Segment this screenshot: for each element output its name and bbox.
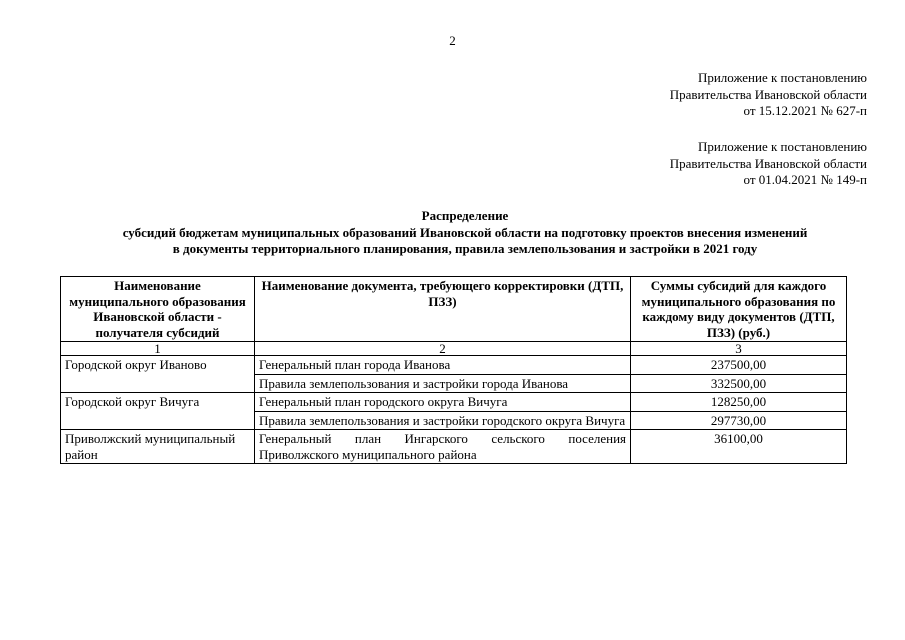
table-row (61, 393, 847, 412)
title-subline: в документы территориального планирования, правила землепользования и застройки в 2021 году (172, 241, 758, 256)
column-number: 1 (61, 342, 255, 356)
document-cell: Генеральный план городского округа Вичуга (255, 393, 631, 412)
document-title (40, 208, 890, 258)
document-cell: Генеральный план Ингарского сельского поселения Приволжского муниципального района (255, 430, 631, 464)
header-sum: Суммы субсидий для каждого муниципального образования по каждому виду документов (ДТП, ПЗЗ) (руб.) (631, 277, 847, 342)
municipality-cell: Приволжский муниципальный район (61, 430, 255, 464)
sum-cell: 237500,00 (631, 356, 847, 375)
column-number-row (61, 342, 847, 356)
table-header-row (61, 277, 847, 342)
header-document: Наименование документа, требующего корректировки (ДТП, ПЗЗ) (255, 277, 631, 342)
appendix-note-original (670, 139, 867, 189)
appendix-line: Приложение к постановлению (697, 70, 867, 85)
appendix-date: от 01.04.2021 № 149-п (743, 172, 867, 187)
sum-cell: 297730,00 (631, 411, 847, 430)
appendix-line: Правительства Ивановской области (669, 155, 867, 171)
municipality-cell: Городской округ Иваново (61, 356, 255, 393)
appendix-line: Правительства Ивановской области (669, 86, 867, 102)
document-cell: Правила землепользования и застройки городского округа Вичуга (255, 411, 631, 430)
appendix-line: Приложение к постановлению (697, 139, 867, 154)
sum-cell: 332500,00 (631, 374, 847, 393)
table-row (61, 430, 847, 464)
title-heading: Распределение (421, 208, 509, 223)
document-cell: Генеральный план города Иванова (255, 356, 631, 375)
table-row (61, 356, 847, 375)
column-number: 2 (255, 342, 631, 356)
subsidy-table (60, 276, 847, 464)
appendix-note-current (670, 70, 867, 120)
sum-cell: 128250,00 (631, 393, 847, 412)
document-cell: Правила землепользования и застройки города Иванова (255, 374, 631, 393)
title-subline: субсидий бюджетам муниципальных образований Ивановской области на подготовку проектов внесения изменений (122, 224, 808, 240)
column-number: 3 (631, 342, 847, 356)
municipality-cell: Городской округ Вичуга (61, 393, 255, 430)
sum-cell: 36100,00 (631, 430, 847, 464)
appendix-date: от 15.12.2021 № 627-п (743, 103, 867, 118)
header-municipality: Наименование муниципального образования Ивановской области - получателя субсидий (61, 277, 255, 342)
page-number: 2 (449, 33, 456, 48)
